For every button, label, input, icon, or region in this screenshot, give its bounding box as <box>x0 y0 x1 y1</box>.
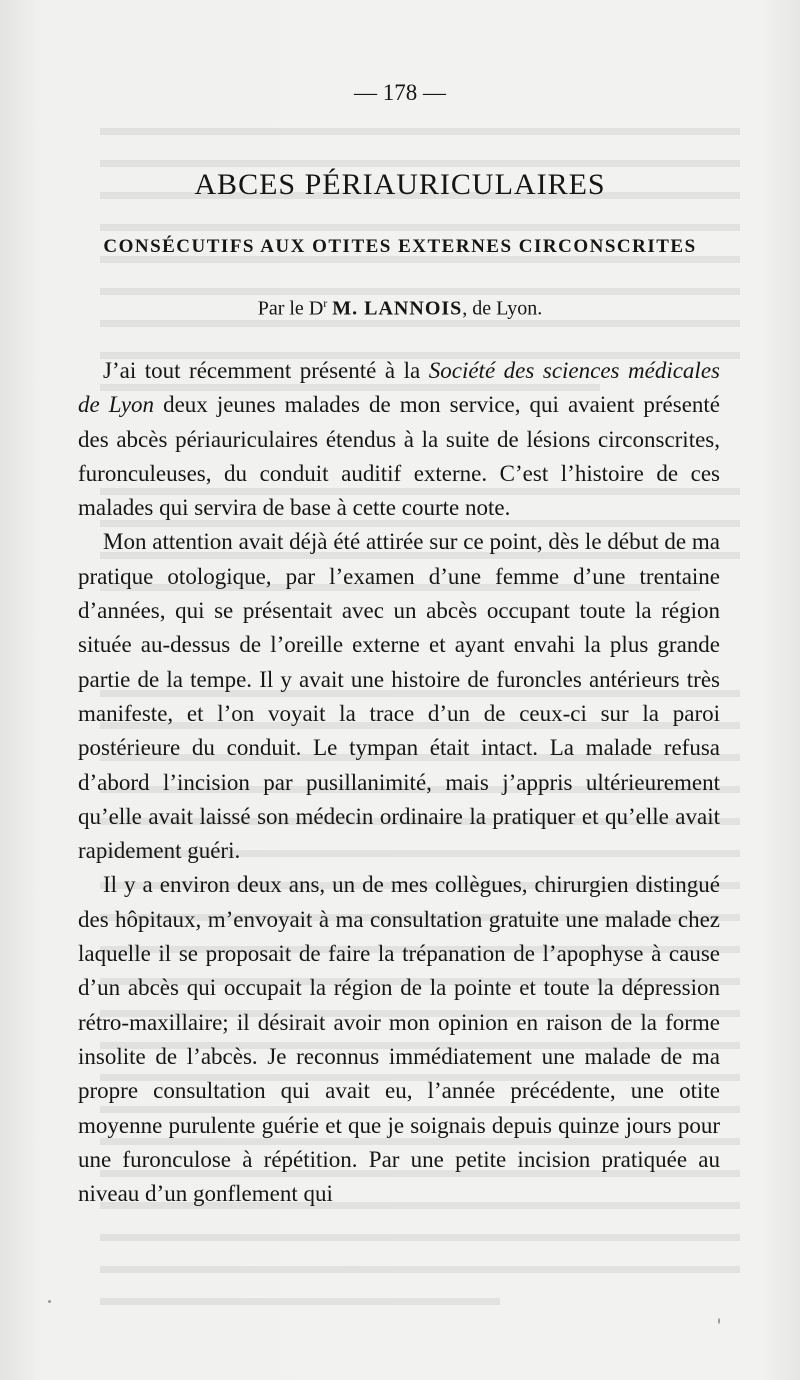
article-subtitle: CONSÉCUTIFS AUX OTITES EXTERNES CIRCONSCRITES <box>103 236 697 257</box>
paper-speck <box>718 1318 720 1324</box>
paragraph-1-text-b: deux jeunes malades de mon service, qui avaient présenté des abcès périauriculaires étendus à la suite de lésions circonscrites, furonculeuses, du conduit auditif externe. C’est l’histoire de ces malades qui servira de base à cette courte note. <box>78 392 721 521</box>
author-byline <box>0 296 800 321</box>
author-name: M. LANNOIS <box>332 297 463 320</box>
page-number: — 178 — <box>354 80 446 105</box>
byline-suffix: , de Lyon. <box>462 297 543 320</box>
article-body <box>78 354 720 1211</box>
society-name: Société des sciences médicales de Lyon <box>78 358 720 418</box>
paragraph-3: Il y a environ deux ans, un de mes collègues, chirurgien distingué des hôpitaux, m’envoyait à ma consultation gratuite une malade chez laquelle il se proposait de faire la trépanation de l’apophyse à cause d’un abcès qui occupait la région de la pointe et toute la dépression rétro-maxillaire; il désirait avoir mon opinion en raison de la forme insolite de l’abcès. Je reconnus immédiatement une malade de ma propre consultation qui avait eu, l’année précédente, une otite moyenne purulente guérie et que je soignais depuis quinze jours pour une furonculose à répétition. Par une petite incision pratiquée au niveau d’un gonflement qui <box>78 872 720 1207</box>
byline-prefix: Par le D <box>257 297 324 320</box>
paper-speck <box>48 1300 51 1303</box>
paragraph-1-text-a: J’ai tout récemment présenté à la <box>103 358 429 383</box>
paragraph-2: Mon attention avait déjà été attirée sur ce point, dès le début de ma pratique otologique, par l’examen d’une femme d’une trentaine d’années, qui se présentait avec un abcès occupant toute la région située au-dessus de l’oreille externe et ayant envahi la plus grande partie de la tempe. Il y avait une histoire de furoncles antérieurs très manifeste, et l’on voyait la trace d’un de ceux-ci sur la paroi postérieure du conduit. Le tympan était intact. La malade refusa d’abord l’incision par pusillanimité, mais j’appris ultérieurement qu’elle avait laissé son médecin ordinaire la pratiquer et qu’elle avait rapidement guéri. <box>78 529 720 864</box>
byline-superscript: r <box>323 296 328 310</box>
paragraph-1 <box>78 354 720 525</box>
article-title: ABCES PÉRIAURICULAIRES <box>194 168 606 201</box>
